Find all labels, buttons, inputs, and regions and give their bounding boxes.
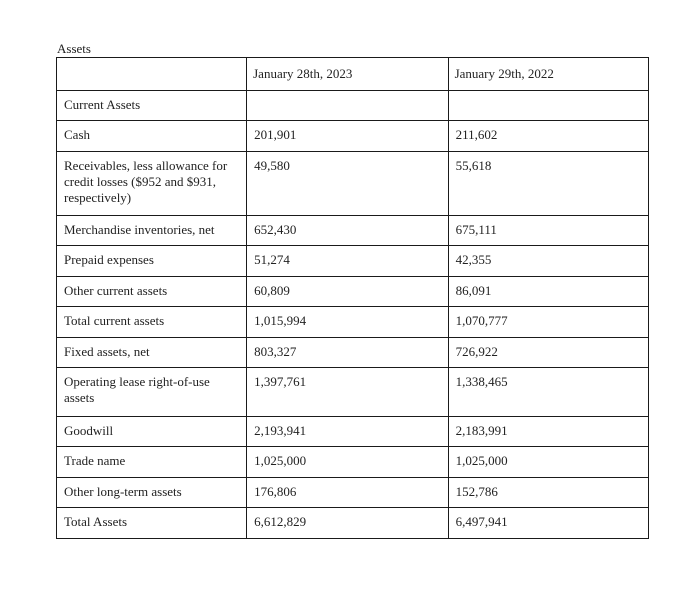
cell-2022: 1,338,465	[448, 368, 648, 417]
header-jan-2022: January 29th, 2022	[448, 58, 648, 91]
table-row	[57, 417, 649, 447]
cell-2023: 201,901	[247, 121, 448, 152]
table-row	[57, 478, 649, 508]
row-label-other-long-term-assets: Other long-term assets	[57, 478, 247, 508]
row-label-receivables: Receivables, less allowance for credit losses ($952 and $931, respectively)	[57, 152, 247, 216]
table-row	[57, 152, 649, 216]
cell-2022	[448, 91, 648, 121]
cell-2023: 1,025,000	[247, 447, 448, 478]
table-row	[57, 277, 649, 307]
table-row	[57, 91, 649, 121]
cell-2023	[247, 91, 448, 121]
cell-2022: 211,602	[448, 121, 648, 152]
cell-2023: 51,274	[247, 246, 448, 277]
row-label-cash: Cash	[57, 121, 247, 152]
cell-2022: 42,355	[448, 246, 648, 277]
cell-2023: 49,580	[247, 152, 448, 216]
table-body	[57, 91, 649, 539]
cell-2022: 726,922	[448, 338, 648, 368]
table-row	[57, 338, 649, 368]
header-jan-2023: January 28th, 2023	[247, 58, 448, 91]
row-label-total-assets: Total Assets	[57, 508, 247, 539]
cell-2023: 60,809	[247, 277, 448, 307]
cell-2022: 55,618	[448, 152, 648, 216]
row-label-merchandise-inventories: Merchandise inventories, net	[57, 216, 247, 246]
row-label-trade-name: Trade name	[57, 447, 247, 478]
row-label-current-assets: Current Assets	[57, 91, 247, 121]
cell-2023: 803,327	[247, 338, 448, 368]
assets-table	[56, 57, 649, 539]
row-label-other-current-assets: Other current assets	[57, 277, 247, 307]
table-row	[57, 121, 649, 152]
cell-2023: 1,015,994	[247, 307, 448, 338]
table-row	[57, 368, 649, 417]
section-title: Assets	[57, 41, 91, 56]
cell-2022: 152,786	[448, 478, 648, 508]
row-label-total-current-assets: Total current assets	[57, 307, 247, 338]
cell-2023: 1,397,761	[247, 368, 448, 417]
table-row	[57, 447, 649, 478]
cell-2022: 6,497,941	[448, 508, 648, 539]
cell-2023: 2,193,941	[247, 417, 448, 447]
row-label-goodwill: Goodwill	[57, 417, 247, 447]
table-header	[57, 58, 649, 91]
cell-2022: 2,183,991	[448, 417, 648, 447]
row-label-prepaid-expenses: Prepaid expenses	[57, 246, 247, 277]
table-row	[57, 508, 649, 539]
cell-2022: 1,025,000	[448, 447, 648, 478]
cell-2022: 86,091	[448, 277, 648, 307]
cell-2022: 675,111	[448, 216, 648, 246]
table-row	[57, 307, 649, 338]
cell-2022: 1,070,777	[448, 307, 648, 338]
table-row	[57, 246, 649, 277]
table-row	[57, 216, 649, 246]
header-row	[57, 58, 649, 91]
cell-2023: 176,806	[247, 478, 448, 508]
cell-2023: 6,612,829	[247, 508, 448, 539]
row-label-fixed-assets: Fixed assets, net	[57, 338, 247, 368]
cell-2023: 652,430	[247, 216, 448, 246]
row-label-operating-lease: Operating lease right-of-use assets	[57, 368, 247, 417]
header-label-cell	[57, 58, 247, 91]
